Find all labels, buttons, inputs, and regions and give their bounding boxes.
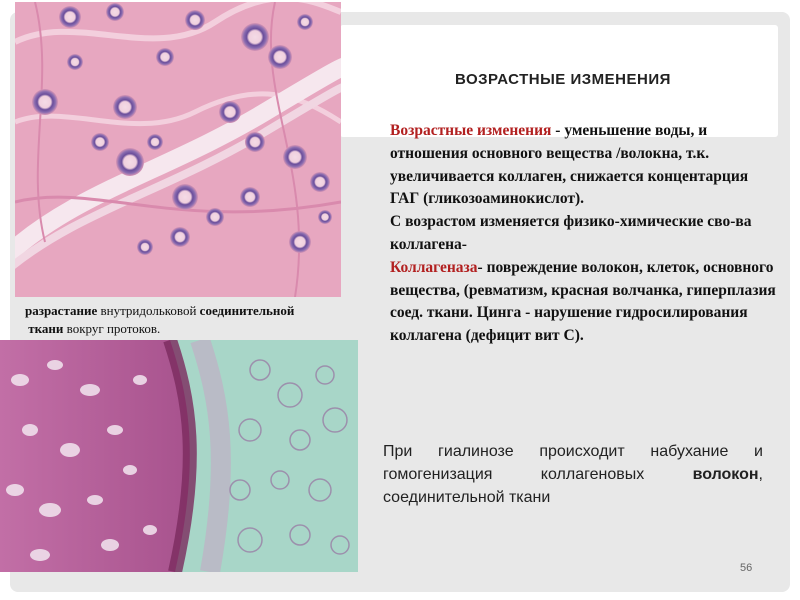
hyalinosis-bold: волокон xyxy=(692,466,759,483)
caption-bold-2: соединительной xyxy=(199,303,295,318)
hyalinosis-text-2: , соединительной ткани xyxy=(383,466,763,506)
term-age-changes: Возрастные изменения xyxy=(390,122,552,139)
caption-text-2: вокруг протоков. xyxy=(63,321,161,336)
micrograph-bottom xyxy=(0,340,358,572)
text-age-changes: - уменьшение воды, и отношения основного вещества /волокна, т.к. увеличивается коллаген, снижается концентарция ГАГ (гликозоаминокислот). xyxy=(390,122,749,208)
caption-bold-1: разрастание xyxy=(25,303,98,318)
hyalinosis-text-1: При гиалинозе происходит набухание и гомогенизация коллагеновых xyxy=(383,443,763,483)
caption-bold-3: ткани xyxy=(28,321,64,336)
caption-text-1: внутридольковой xyxy=(97,303,200,318)
slide-title: ВОЗРАСТНЫЕ ИЗМЕНЕНИЯ xyxy=(455,71,671,88)
hyalinosis-paragraph xyxy=(383,440,763,509)
term-collagenase: Коллагеназа xyxy=(390,258,478,276)
page-number: 56 xyxy=(740,562,753,574)
micrograph-top-image xyxy=(15,2,341,297)
micrograph-top xyxy=(15,2,341,297)
text-collagen-properties: С возрастом изменяется физико-химические сво-ва коллагена- xyxy=(390,213,752,253)
text-collagenase: - повреждение волокон, клеток, основного вещества, (ревматизм, красная волчанка, гиперплазия соед. ткани. Цинга - нарушение гидросилирования коллагена (дефицит вит С). xyxy=(390,258,776,345)
top-image-caption xyxy=(25,302,355,338)
micrograph-bottom-image xyxy=(0,340,358,572)
main-description xyxy=(390,120,780,348)
